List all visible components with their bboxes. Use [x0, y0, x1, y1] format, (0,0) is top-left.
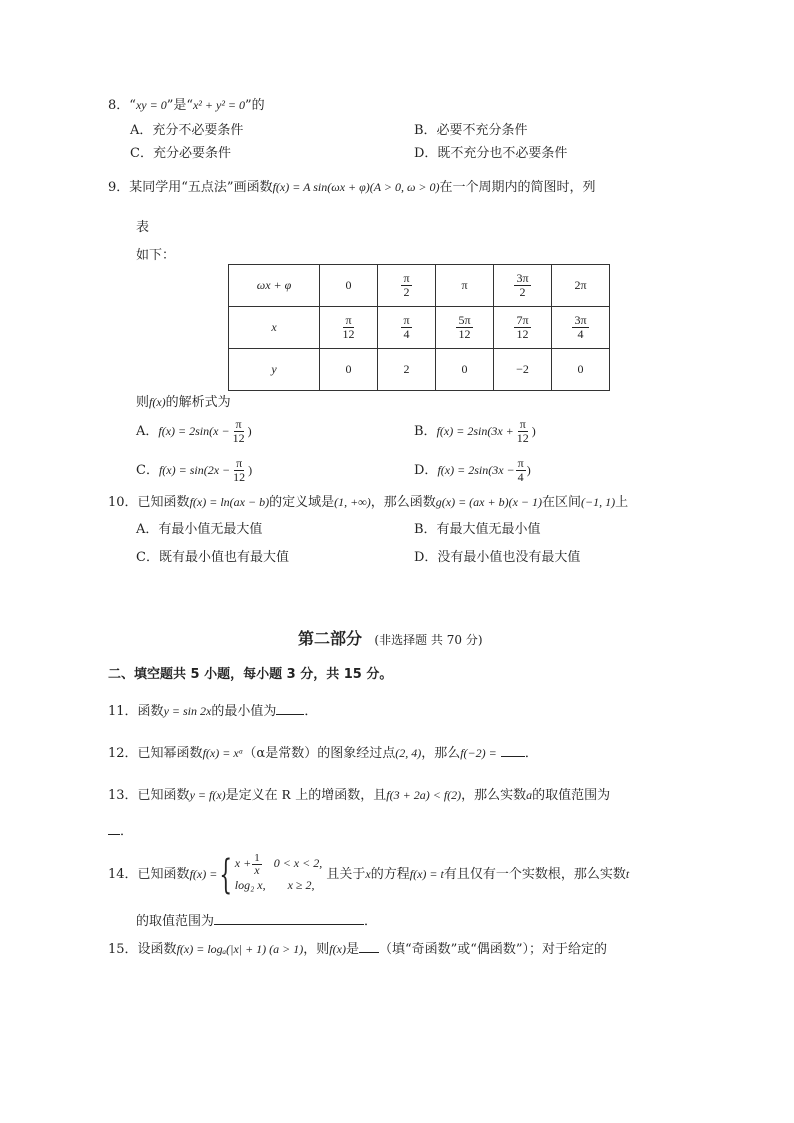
q9-option-d: D．f(x) = 2sin(3x − $\frac{\pi}{4}$ ) — [414, 456, 531, 484]
q13-answer-line: ． — [108, 822, 133, 841]
brace-symbol: { — [219, 851, 233, 898]
q9-option-c: C．f(x) = sin(2x − $\frac{\pi}{12}$ ) — [136, 456, 253, 484]
q15-stem: 15．设函数f(x) = logₐ(|x| + 1) (a > 1)，则f(x)是 （填“奇函数”或“偶函数”）；对于给定的 — [108, 942, 608, 957]
section-heading: 二、填空题共 5 小题，每小题 3 分，共 15 分。 — [108, 667, 393, 682]
q10-option-d: D．没有最小值也没有最大值 — [414, 550, 581, 565]
q14-stem: 14．已知函数f(x) ={ x + $\frac{1}{x}$ 0 < x < 2, log₂ x, x ≥ 2, 且关于x的方程f(x) = t有且仅有一个实数根，那么实数t — [108, 851, 630, 898]
table-cell: $\frac{\pi}{12}$ — [320, 307, 378, 349]
q8-option-c: C．充分必要条件 — [130, 146, 231, 161]
table-cell: 2 — [378, 349, 436, 391]
part-two-title: 第二部分 (非选择题 共 70 分) — [298, 629, 483, 648]
table-cell: 0 — [320, 349, 378, 391]
q9-stem: 9．某同学用“五点法”画函数f(x) = A sin(ωx + φ)(A > 0, ω > 0)在一个周期内的简图时，列 — [108, 180, 596, 195]
table-cell: 0 — [552, 349, 610, 391]
q9-ask: 则f(x)的解析式为 — [136, 395, 231, 410]
q8-option-d: D．既不充分也不必要条件 — [414, 146, 568, 161]
table-cell: 0 — [320, 265, 378, 307]
q10-option-b: B．有最大值无最小值 — [414, 522, 541, 537]
q10-option-c: C．既有最小值也有最大值 — [136, 550, 289, 565]
q13-stem: 13．已知函数y = f(x)是定义在 R 上的增函数，且f(3 + 2a) < f(2)，那么实数a的取值范围为 — [108, 788, 611, 803]
table-cell: $\frac{\pi}{4}$ — [378, 307, 436, 349]
table-cell: $\frac{7\pi}{12}$ — [494, 307, 552, 349]
q8-option-b: B．必要不充分条件 — [414, 123, 528, 138]
table-cell: $\frac{\pi}{2}$ — [378, 265, 436, 307]
table-row — [229, 265, 610, 307]
q8-stem: 8．“xy = 0”是“x² + y² = 0”的 — [108, 98, 265, 113]
answer-blank[interactable] — [359, 940, 379, 953]
table-row-head: x — [229, 307, 320, 349]
answer-blank[interactable] — [108, 822, 120, 835]
table-cell: 0 — [436, 349, 494, 391]
table-cell: $\frac{3\pi}{2}$ — [494, 265, 552, 307]
q9-option-a: A．f(x) = 2sin(x − $\frac{\pi}{12}$ ) — [136, 417, 252, 445]
table-row — [229, 349, 610, 391]
table-cell: −2 — [494, 349, 552, 391]
q11-stem: 11．函数y = sin 2x的最小值为 ． — [108, 704, 318, 719]
q9-cont-2: 如下： — [136, 248, 176, 263]
q10-option-a: A．有最小值无最大值 — [136, 522, 263, 537]
q9-cont-1: 表 — [136, 220, 150, 235]
table-cell: π — [436, 265, 494, 307]
q8-option-a: A．充分不必要条件 — [130, 123, 244, 138]
table-cell: $\frac{5\pi}{12}$ — [436, 307, 494, 349]
table-row — [229, 307, 610, 349]
piecewise-definition: x + $\frac{1}{x}$ 0 < x < 2, log₂ x, x ≥ 2, — [234, 852, 323, 892]
table-row-head: y — [229, 349, 320, 391]
table-cell: $\frac{3\pi}{4}$ — [552, 307, 610, 349]
five-point-table — [228, 264, 610, 391]
table-cell: 2π — [552, 265, 610, 307]
q14-answer-line: 的取值范围为 ． — [136, 914, 378, 929]
table-row-head: ωx + φ — [229, 265, 320, 307]
answer-blank[interactable] — [276, 702, 304, 715]
q10-stem: 10．已知函数f(x) = ln(ax − b)的定义域是(1, +∞)，那么函数g(x) = (ax + b)(x − 1)在区间(−1, 1)上 — [108, 495, 629, 510]
q9-option-b: B．f(x) = 2sin(3x + $\frac{\pi}{12}$ ) — [414, 417, 536, 445]
q12-stem: 12．已知幂函数f(x) = xᵅ（α是常数）的图象经过点(2, 4)，那么f(−2) = ． — [108, 746, 538, 761]
answer-blank[interactable] — [501, 744, 525, 757]
answer-blank[interactable] — [214, 912, 364, 925]
